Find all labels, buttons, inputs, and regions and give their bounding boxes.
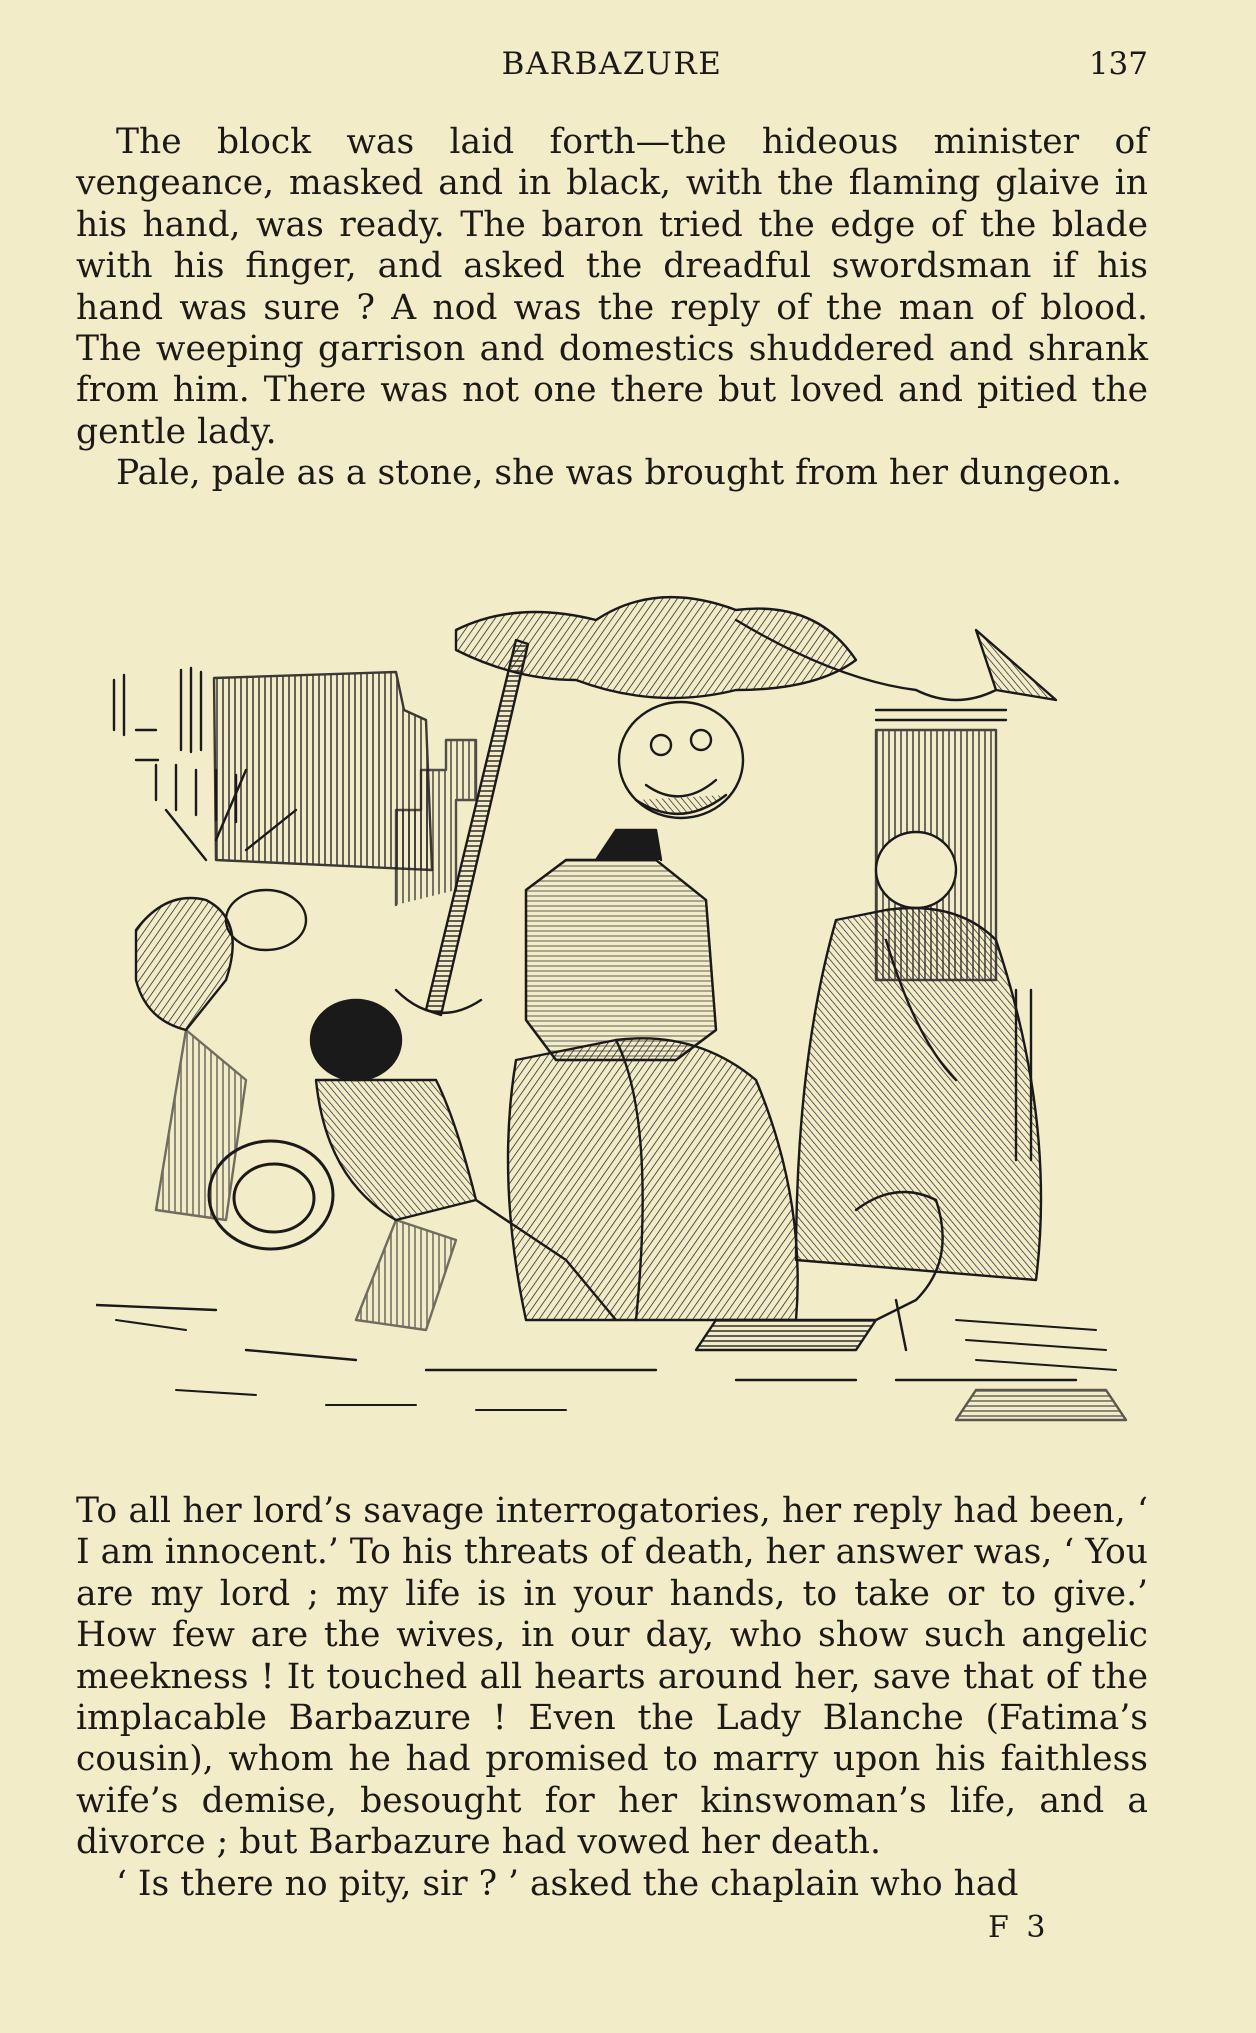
text-block-bottom — [76, 1491, 1148, 1905]
running-head — [76, 46, 1148, 90]
paragraph: ‘ Is there no pity, sir ? ’ asked the chaplain who had — [116, 1863, 1019, 1904]
paragraph: Pale, pale as a stone, she was brought from her dungeon. — [116, 453, 1122, 494]
signature-mark: F 3 — [988, 1910, 1050, 1945]
running-title: BARBAZURE — [501, 46, 723, 82]
execution-scene-illustration — [96, 560, 1128, 1440]
text-block-top — [76, 122, 1148, 495]
paragraph: The block was laid forth—the hideous minister of vengeance, masked and in black, with the flaming glaive in his hand, was ready. The baron tried the edge of the blade with his finger, and asked the dreadful swordsman if his hand was sure ? A nod was the reply of the man of blood. The weeping garrison and domestics shuddered and shrank from him. There was not one there but loved and pitied the gentle lady. — [76, 122, 1148, 452]
paragraph: To all her lord’s savage interrogatories, her reply had been, ‘ I am innocent.’ To his threats of death, her answer was, ‘ You are my lord ; my life is in your hands, to take or to give.’ How few are the wives, in our day, who show such angelic meekness ! It touched all hearts around her, save that of the implacable Barbazure ! Even the Lady Blanche (Fatima’s cousin), whom he had promised to marry upon his faithless wife’s demise, besought for her kinswoman’s life, and a divorce ; but Barbazure had vowed her death. — [76, 1491, 1148, 1863]
page-number: 137 — [1088, 46, 1148, 82]
